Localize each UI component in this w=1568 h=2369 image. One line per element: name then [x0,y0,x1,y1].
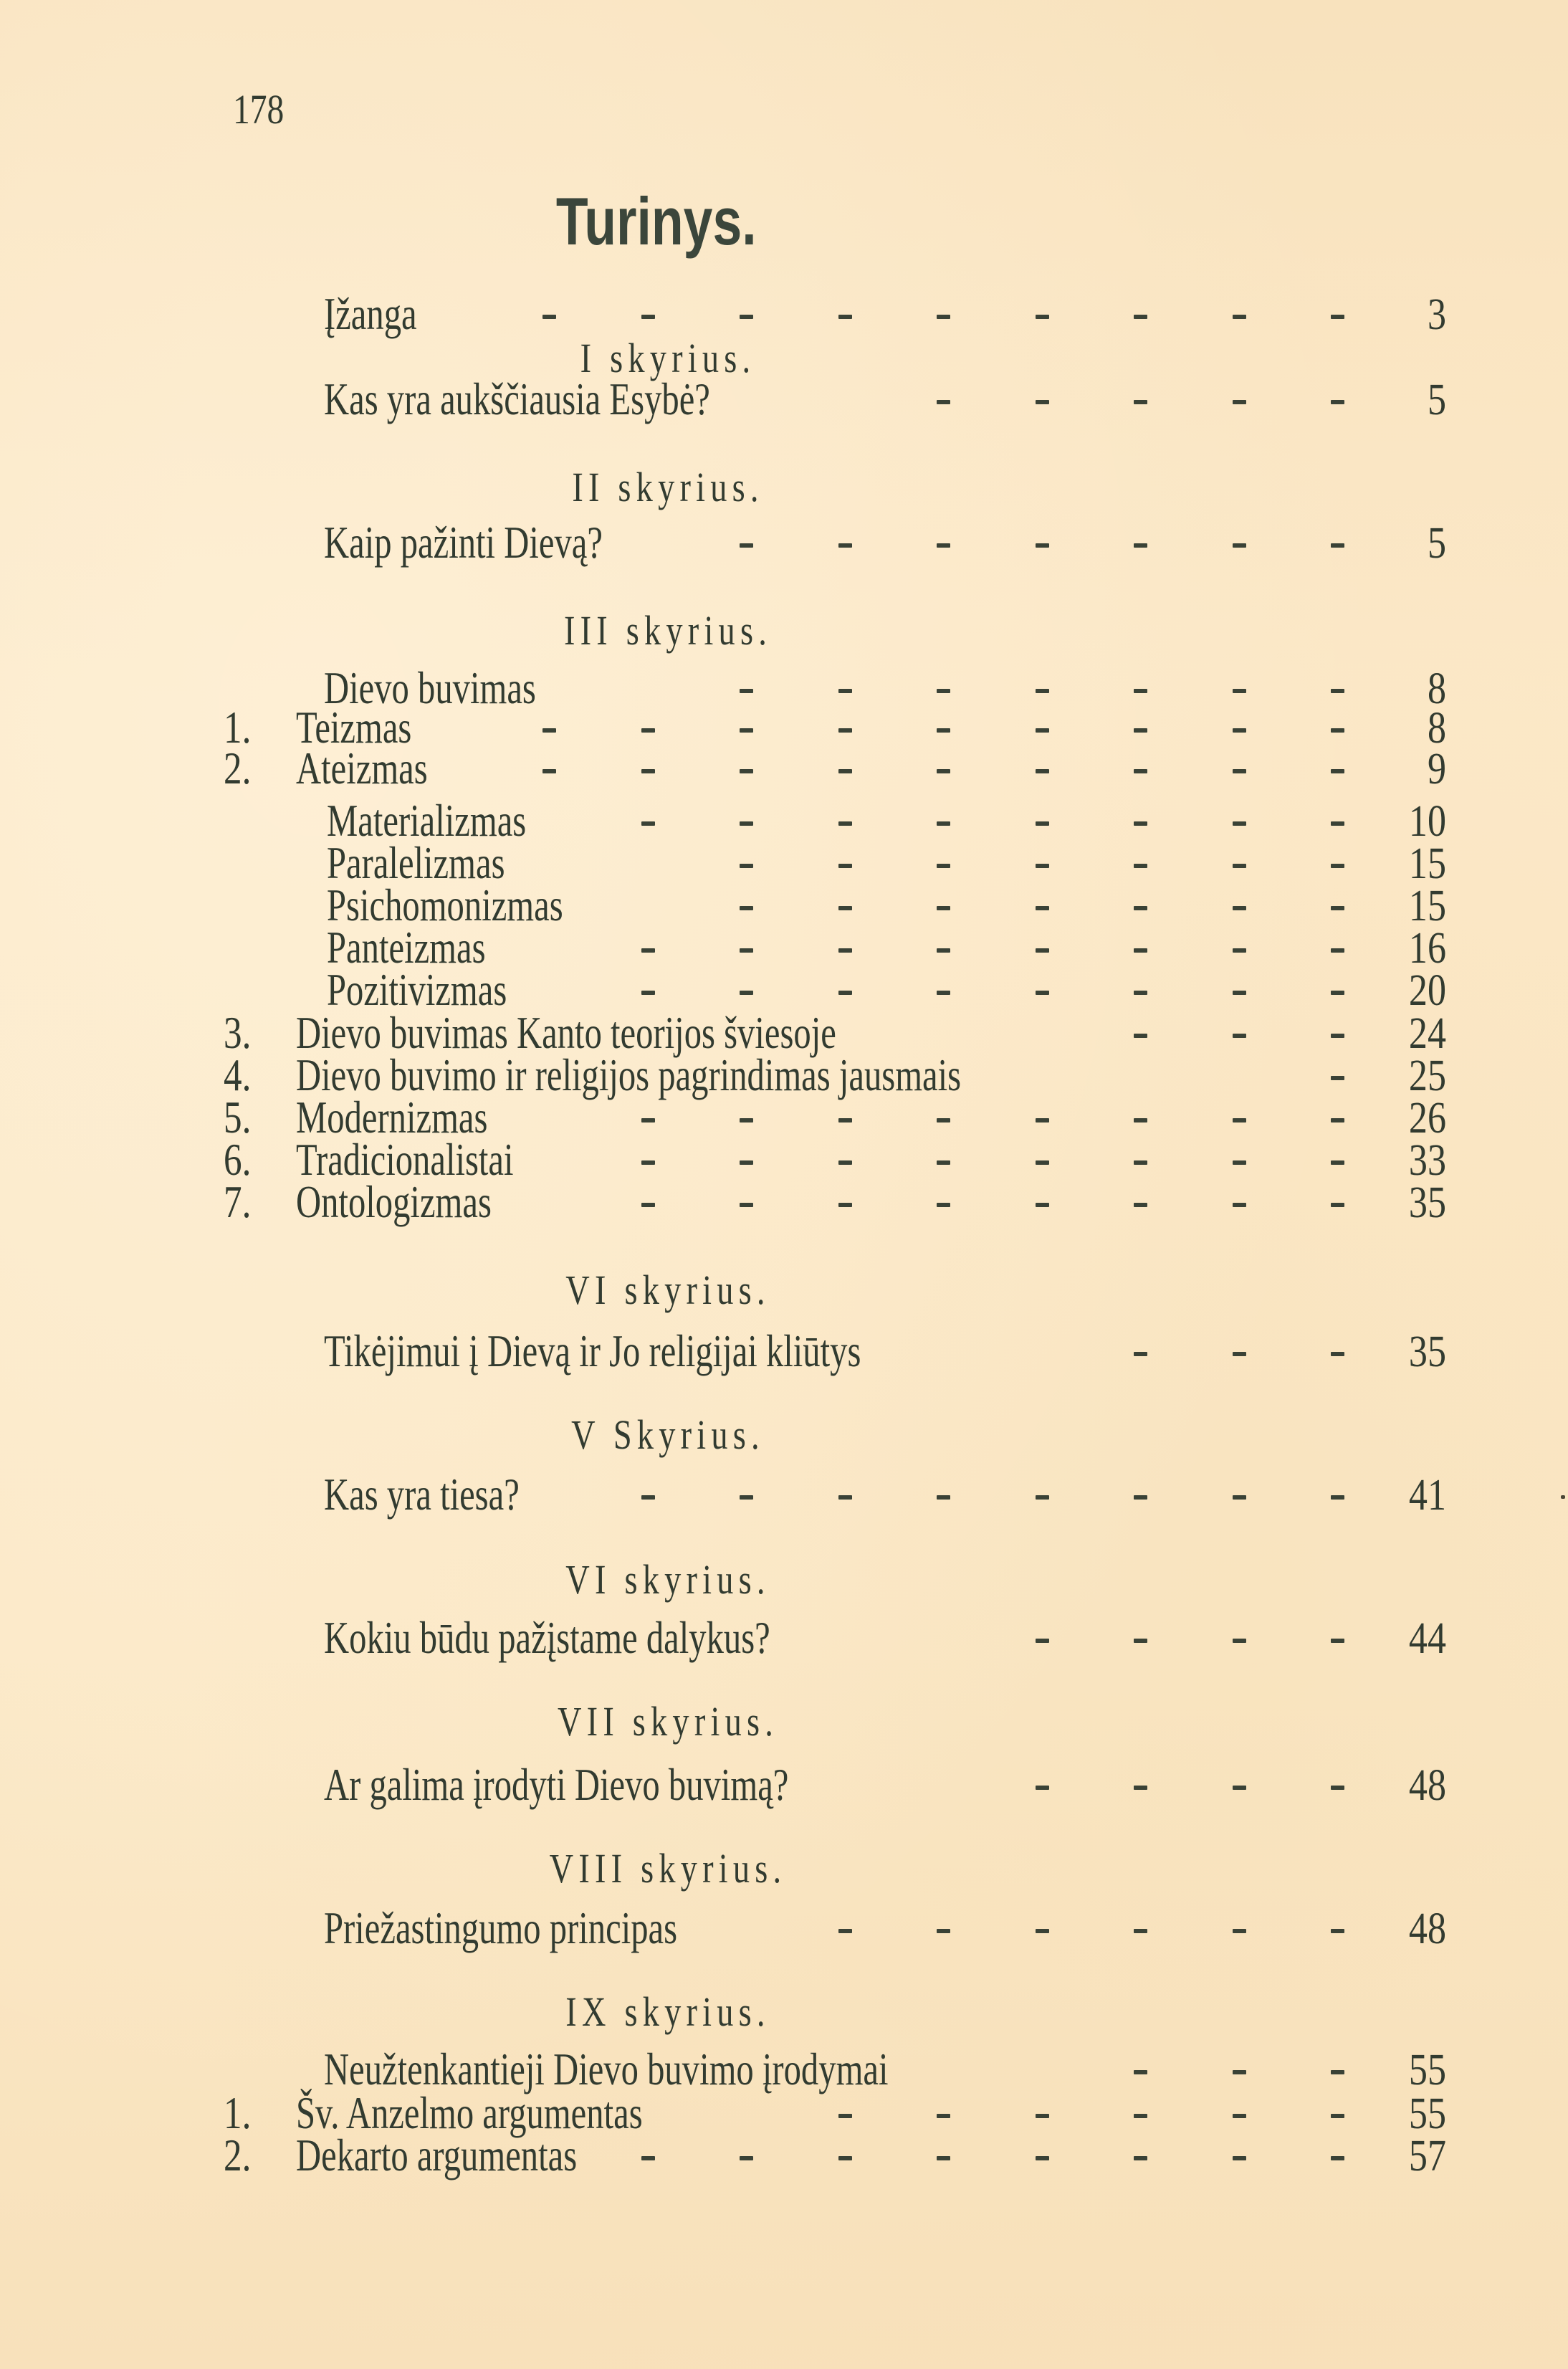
leader-dash [1134,991,1147,995]
entry-title[interactable]: Šv. Anzelmo argumentas [296,2087,643,2138]
leader-dash [740,1203,753,1207]
leader-dash [1233,991,1246,995]
leader-dash [1331,821,1344,826]
leader-dash [937,769,950,773]
leader-dash [1233,1639,1246,1643]
entry-page-number[interactable]: 55 [1408,2045,1446,2094]
leader-dash [641,2156,655,2160]
leader-dash [1036,1639,1049,1643]
leader-dash [1331,1203,1344,1207]
entry-number: 2. [224,2129,252,2180]
chapter-heading: VII skyrius. [557,1698,779,1745]
entry-title[interactable]: Psichomonizmas [327,879,563,930]
leader-dash [1036,2114,1049,2118]
entry-page-number[interactable]: 9 [1427,744,1446,793]
leader-dash [838,821,852,826]
leader-dash [1233,2070,1246,2074]
leader-dash [1331,906,1344,910]
entry-title[interactable]: Tikėjimui į Dievą ir Jo religijai kliūtys [324,1325,861,1376]
leader-dash [838,728,852,733]
leader-dash [838,769,852,773]
leader-dash [937,2114,950,2118]
entry-page-number[interactable]: 41 [1408,1470,1446,1520]
leader-dash [1331,948,1344,953]
entry-title[interactable]: Modernizmas [296,1091,488,1143]
leader-dash [740,991,753,995]
leader-dash [1233,1118,1246,1122]
leader-dash [1331,1786,1344,1790]
entry-page-number[interactable]: 35 [1408,1178,1446,1227]
leader-dash [838,543,852,548]
leader-dash [1331,543,1344,548]
leader-dash [641,315,655,319]
entry-title[interactable]: Kaip pažinti Dievą? [324,516,603,568]
leader-dash [1036,769,1049,773]
chapter-heading: V Skyrius. [571,1411,765,1459]
leader-dash [1036,1495,1049,1500]
leader-dash [1331,1160,1344,1165]
leader-dash [1134,1929,1147,1933]
leader-dash [740,906,753,910]
entry-title[interactable]: Dekarto argumentas [296,2129,578,2180]
leader-dash [937,991,950,995]
leader-dash [1036,864,1049,868]
leader-dash [1331,728,1344,733]
leader-dash [937,543,950,548]
leader-dash [1036,821,1049,826]
paper-speck [1561,1495,1565,1499]
chapter-heading: VIII skyrius. [549,1845,787,1892]
leader-dash [641,1495,655,1500]
entry-page-number[interactable]: 8 [1427,703,1446,753]
entry-title[interactable]: Panteizmas [327,921,486,973]
entry-page-number[interactable]: 44 [1408,1614,1446,1663]
leader-dash [1036,689,1049,693]
leader-dash [838,864,852,868]
leader-dash [1134,1786,1147,1790]
leader-dash [641,991,655,995]
chapter-heading: IX skyrius. [565,1988,770,2036]
leader-dash [1134,543,1147,548]
entry-page-number[interactable]: 26 [1408,1093,1446,1143]
leader-dash [1233,906,1246,910]
entry-number: 2. [224,742,252,793]
leader-dash [1233,1929,1246,1933]
leader-dash [641,1118,655,1122]
leader-dash [937,1929,950,1933]
leader-dash [1233,1786,1246,1790]
entry-page-number[interactable]: 57 [1408,2131,1446,2180]
entry-title[interactable]: Kas yra tiesa? [324,1468,520,1520]
leader-dash [1036,2156,1049,2160]
leader-dash [1036,991,1049,995]
leader-dash [1134,2114,1147,2118]
leader-dash [838,1118,852,1122]
leader-dash [1134,821,1147,826]
leader-dash [1134,1118,1147,1122]
entry-title[interactable]: Priežastingumo principas [324,1902,678,1953]
entry-page-number[interactable]: 24 [1408,1009,1446,1058]
leader-dash [838,689,852,693]
leader-dash [937,400,950,404]
entry-page-number[interactable]: 16 [1408,923,1446,973]
page-title: Turinys. [555,183,757,259]
leader-dash [641,1203,655,1207]
entry-page-number[interactable]: 15 [1408,881,1446,930]
leader-dash [1134,948,1147,953]
entry-page-number[interactable]: 25 [1408,1051,1446,1100]
leader-dash [1134,769,1147,773]
entry-page-number[interactable]: 5 [1427,375,1446,424]
leader-dash [838,1203,852,1207]
leader-dash [1036,948,1049,953]
entry-page-number[interactable]: 3 [1427,290,1446,339]
leader-dash [1036,543,1049,548]
leader-dash [740,864,753,868]
leader-dash [937,1118,950,1122]
leader-dash [1331,400,1344,404]
leader-dash [1331,2070,1344,2074]
leader-dash [1233,1352,1246,1356]
leader-dash [641,769,655,773]
chapter-heading: III skyrius. [563,607,772,654]
leader-dash [1331,689,1344,693]
leader-dash [937,689,950,693]
leader-dash [937,315,950,319]
leader-dash [1331,769,1344,773]
entry-title[interactable]: Ontologizmas [296,1176,492,1227]
entry-number: 1. [224,2087,252,2138]
leader-dash [641,728,655,733]
entry-page-number[interactable]: 8 [1427,664,1446,713]
leader-dash [838,1495,852,1500]
leader-dash [1036,400,1049,404]
leader-dash [838,906,852,910]
leader-dash [937,1203,950,1207]
leader-dash [542,728,556,733]
leader-dash [1233,2114,1246,2118]
leader-dash [838,2114,852,2118]
leader-dash [1331,2156,1344,2160]
entry-number: 3. [224,1006,252,1058]
leader-dash [740,543,753,548]
leader-dash [838,315,852,319]
entry-title[interactable]: Pozitivizmas [327,963,507,1015]
leader-dash [1331,2114,1344,2118]
entry-title[interactable]: Materializmas [327,794,527,846]
leader-dash [1233,821,1246,826]
leader-dash [740,1160,753,1165]
leader-dash [1036,906,1049,910]
entry-page-number[interactable]: 10 [1408,796,1446,846]
leader-dash [1331,315,1344,319]
leader-dash [1134,1639,1147,1643]
leader-dash [838,1929,852,1933]
leader-dash [1134,1160,1147,1165]
leader-dash [1233,864,1246,868]
chapter-heading: VI skyrius. [565,1556,770,1603]
leader-dash [1134,906,1147,910]
leader-dash [1036,1786,1049,1790]
leader-dash [1233,1034,1246,1038]
leader-dash [1036,1203,1049,1207]
entry-title[interactable]: Dievo buvimas Kanto teorijos šviesoje [296,1006,836,1058]
leader-dash [937,821,950,826]
entry-page-number[interactable]: 35 [1408,1327,1446,1376]
entry-title[interactable]: Kokiu būdu pažįstame dalykus? [324,1611,770,1663]
leader-dash [1233,769,1246,773]
entry-page-number[interactable]: 33 [1408,1135,1446,1185]
leader-dash [1331,1076,1344,1080]
leader-dash [1134,864,1147,868]
leader-dash [937,906,950,910]
leader-dash [1331,1639,1344,1643]
leader-dash [1036,315,1049,319]
leader-dash [1134,2070,1147,2074]
leader-dash [1331,1929,1344,1933]
leader-dash [838,991,852,995]
entry-title[interactable]: Tradicionalistai [296,1133,514,1185]
leader-dash [1233,728,1246,733]
leader-dash [1134,1352,1147,1356]
leader-dash [1331,1495,1344,1500]
entry-title[interactable]: Dievo buvimo ir religijos pagrindimas jausmais [296,1049,962,1100]
leader-dash [1233,315,1246,319]
leader-dash [1233,400,1246,404]
leader-dash [937,728,950,733]
chapter-heading: I skyrius. [580,335,756,382]
leader-dash [1331,1352,1344,1356]
leader-dash [1134,728,1147,733]
entry-page-number[interactable]: 55 [1408,2089,1446,2138]
entry-title[interactable]: Paralelizmas [327,836,505,888]
leader-dash [1233,2156,1246,2160]
leader-dash [838,2156,852,2160]
leader-dash [740,821,753,826]
leader-dash [1134,315,1147,319]
leader-dash [641,821,655,826]
leader-dash [1036,1118,1049,1122]
leader-dash [1036,1929,1049,1933]
leader-dash [1233,1160,1246,1165]
entry-title[interactable]: Ateizmas [296,742,428,793]
leader-dash [542,315,556,319]
leader-dash [740,769,753,773]
leader-dash [641,948,655,953]
leader-dash [838,1160,852,1165]
leader-dash [1134,1203,1147,1207]
entry-number: 1. [224,701,252,753]
entry-title[interactable]: Neužtenkantieji Dievo buvimo įrodymai [324,2043,889,2094]
leader-dash [1331,991,1344,995]
leader-dash [1134,2156,1147,2160]
leader-dash [1134,689,1147,693]
entry-page-number[interactable]: 20 [1408,966,1446,1015]
leader-dash [1331,864,1344,868]
entry-number: 5. [224,1091,252,1143]
leader-dash [1233,1203,1246,1207]
leader-dash [937,864,950,868]
leader-dash [1331,1118,1344,1122]
entry-page-number[interactable]: 48 [1408,1904,1446,1953]
page-number: 178 [233,86,285,133]
leader-dash [1134,400,1147,404]
entry-title[interactable]: Įžanga [324,287,417,339]
leader-dash [937,1495,950,1500]
leader-dash [1134,1034,1147,1038]
leader-dash [937,2156,950,2160]
leader-dash [740,2156,753,2160]
leader-dash [1233,543,1246,548]
leader-dash [740,728,753,733]
entry-page-number[interactable]: 48 [1408,1760,1446,1810]
leader-dash [740,1495,753,1500]
leader-dash [1233,1495,1246,1500]
leader-dash [1036,728,1049,733]
entry-page-number[interactable]: 5 [1427,518,1446,568]
leader-dash [1233,689,1246,693]
entry-title[interactable]: Kas yra aukščiausia Esybė? [324,373,710,424]
leader-dash [1036,1160,1049,1165]
leader-dash [641,1160,655,1165]
entry-page-number[interactable]: 15 [1408,839,1446,888]
leader-dash [1233,948,1246,953]
chapter-heading: II skyrius. [572,464,764,511]
entry-number: 4. [224,1049,252,1100]
leader-dash [838,948,852,953]
leader-dash [740,689,753,693]
chapter-heading: VI skyrius. [565,1267,770,1314]
entry-title[interactable]: Teizmas [296,701,412,753]
leader-dash [1134,1495,1147,1500]
leader-dash [1331,1034,1344,1038]
leader-dash [937,948,950,953]
entry-title[interactable]: Dievo buvimas [324,662,536,713]
leader-dash [740,315,753,319]
leader-dash [740,948,753,953]
entry-title[interactable]: Ar galima įrodyti Dievo buvimą? [324,1758,789,1810]
leader-dash [740,1118,753,1122]
leader-dash [542,769,556,773]
leader-dash [937,1160,950,1165]
entry-number: 6. [224,1133,252,1185]
entry-number: 7. [224,1176,252,1227]
